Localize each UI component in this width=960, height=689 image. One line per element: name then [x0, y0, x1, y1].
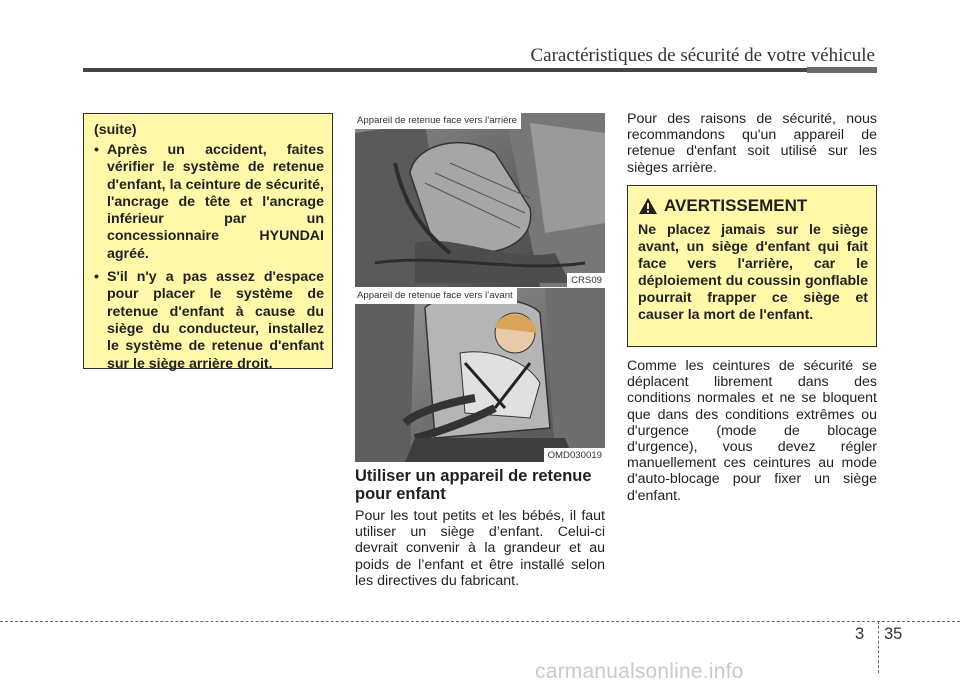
figure-caption: Appareil de retenue face vers l’arrière: [355, 113, 521, 129]
warning-text: Ne placez jamais sur le siège avant, un siège d'enfant qui fait face vers l'arrière, car le déploiement du coussin gonflable pourrait frapper ce siège et causer la mort de l'enfant.: [638, 222, 868, 323]
footer-rule: [0, 621, 960, 622]
section-heading: Utiliser un appareil de retenue pour enfant: [355, 467, 592, 503]
section-paragraph: Pour les tout petits et les bébés, il faut utiliser un siège d’enfant. Celui-ci devrait convenir à la grandeur et au poids de l’enfant et être installé selon les directives du fabricant.: [355, 508, 605, 589]
note-item-text: S'il n'y a pas assez d'espace pour placer le système de retenue d'enfant à cause du siège du conducteur, installez le système de retenue d'enfant sur le siège arrière droit.: [107, 269, 324, 372]
figure-rear-facing-seat: [355, 113, 605, 287]
figure-forward-facing-seat: [355, 288, 605, 462]
figure-caption: Appareil de retenue face vers l’avant: [355, 288, 517, 304]
note-item-text: Après un accident, faites vérifier le système de retenue d'enfant, la ceinture de sécurité, l'ancrage de tête et l'ancrage inférieur par un concessionnaire HYUNDAI agréé.: [107, 142, 324, 262]
note-item: [94, 269, 324, 373]
page-header-title: Caractéristiques de sécurité de votre véhicule: [530, 45, 875, 66]
header-rule: [83, 68, 877, 72]
intro-paragraph: Pour des raisons de sécurité, nous recommandons qu'un appareil de retenue d'enfant soit utilisé sur les sièges arrière.: [627, 111, 877, 176]
page-number: 35: [884, 625, 903, 643]
figure-code: OMD030019: [544, 448, 605, 462]
note-item: [94, 142, 324, 263]
forward-facing-seat-illustration: [355, 288, 605, 462]
watermark: carmanualsonline.info: [535, 660, 744, 683]
figure-code: CRS09: [567, 273, 605, 287]
note-box: [83, 113, 333, 372]
bullet-icon: •: [94, 269, 99, 286]
chapter-number: 3: [855, 625, 865, 643]
bullet-icon: •: [94, 142, 99, 158]
warning-header: [638, 196, 868, 216]
rear-facing-seat-illustration: [355, 113, 605, 287]
warning-title: AVERTISSEMENT: [664, 196, 808, 215]
warning-box: [627, 185, 877, 347]
footer-divider: [878, 621, 879, 673]
warning-triangle-icon: [638, 197, 658, 215]
note-continued-label: (suite): [94, 122, 137, 138]
belt-paragraph: Comme les ceintures de sécurité se déplacent librement dans des conditions normales et ne se bloquent que dans des conditions extrêmes ou d'urgence (mode de blocage d'urgence), vous devez régler manuellement ces ceintures au mode d'auto-blocage pour fixer un siège d'enfant.: [627, 358, 877, 504]
